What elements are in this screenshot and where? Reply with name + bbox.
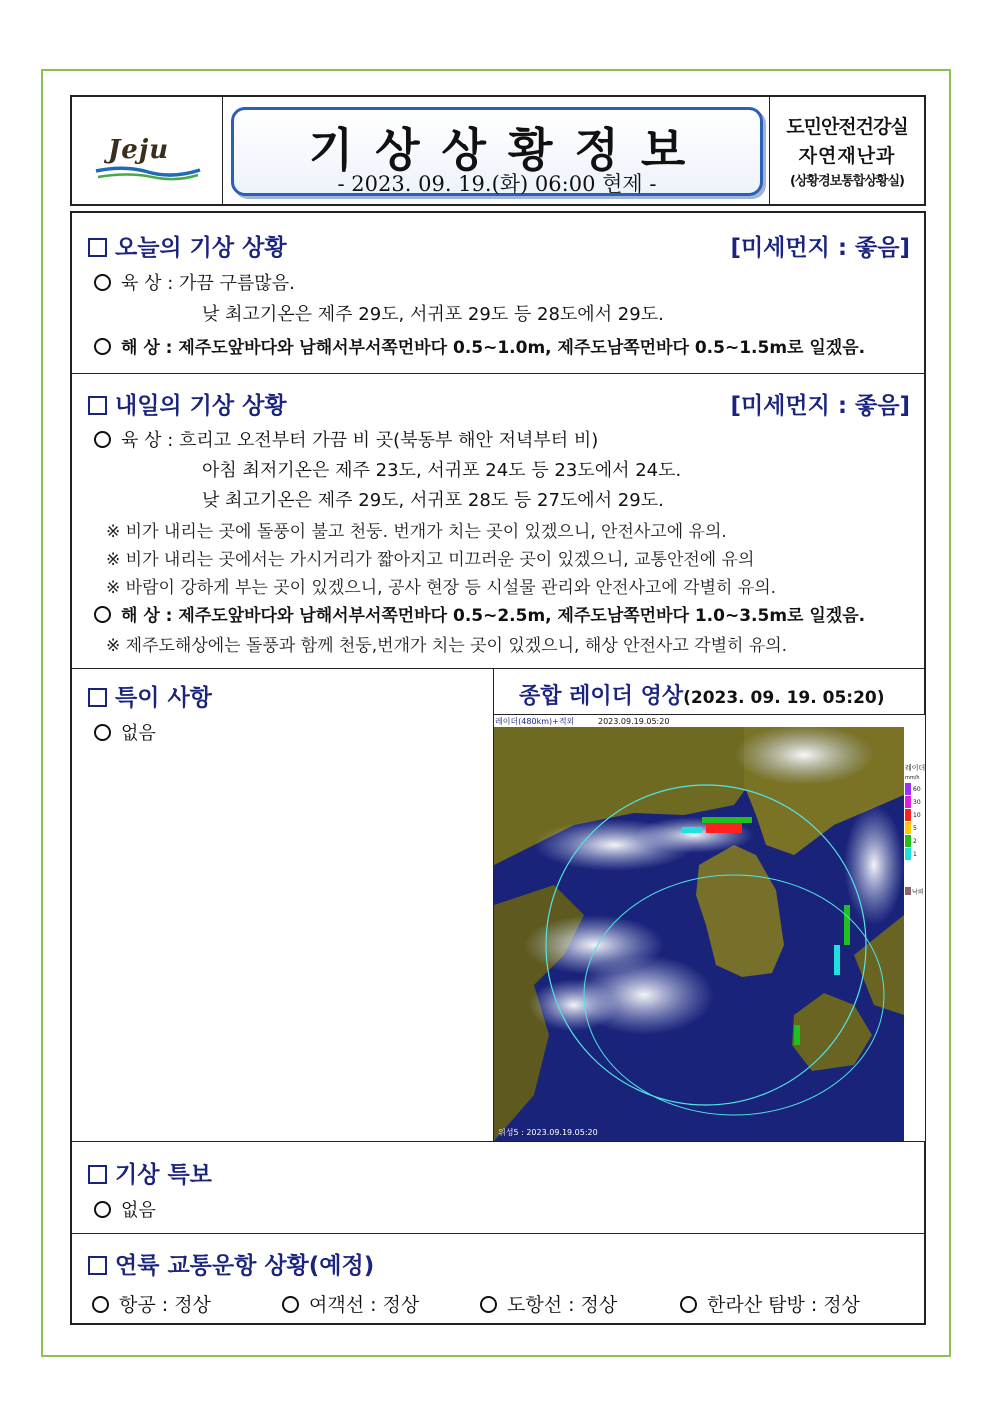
circle-bullet-icon: [94, 606, 111, 623]
legend-swatch: [905, 809, 911, 821]
logo-wave-icon: [94, 163, 202, 181]
section-transport: [72, 1234, 924, 1323]
land-min-temperature: 아침 최저기온은 제주 23도, 서귀포 24도 등 23도에서 24도.: [202, 460, 682, 481]
lightning-swatch: [905, 887, 911, 895]
land-forecast: 육 상 : 흐리고 오전부터 가끔 비 곳(북동부 해안 저녁부터 비): [94, 426, 598, 452]
title-cell: [223, 97, 770, 204]
checkbox-icon: [88, 238, 107, 257]
legend-swatch: [905, 796, 911, 808]
special-item: 없음: [94, 719, 156, 745]
dust-status: [미세먼지 : 좋음]: [730, 393, 910, 419]
circle-bullet-icon: [94, 724, 111, 741]
title-box: [231, 107, 763, 196]
lightning-label: 낙뢰: [912, 889, 924, 896]
legend-unit: mm/h: [905, 775, 920, 781]
legend-value: 1: [913, 851, 917, 858]
legend-value: 10: [913, 812, 921, 819]
sea-forecast: 해 상 : 제주도앞바다와 남해서부서쪽먼바다 0.5~2.5m, 제주도남쪽먼바다 1.0~3.5m로 일겠음.: [94, 601, 865, 626]
section-title: 내일의 기상 상황: [88, 387, 287, 420]
note-visibility: ※ 비가 내리는 곳에서는 가시거리가 짧아지고 미끄러운 곳이 있겠으니, 교통안전에 유의: [106, 550, 755, 570]
jeju-logo: [72, 97, 223, 204]
land-temperature: 낮 최고기온은 제주 29도, 서귀포 29도 등 28도에서 29도.: [202, 304, 664, 325]
radar-header: [493, 669, 924, 715]
section-title: 오늘의 기상 상황: [88, 229, 287, 262]
circle-bullet-icon: [480, 1296, 497, 1313]
section-special-radar: [72, 669, 924, 1142]
circle-bullet-icon: [680, 1296, 697, 1313]
logo-text: Jeju: [108, 135, 170, 165]
circle-bullet-icon: [94, 338, 111, 355]
section-title: 연륙 교통운항 상황(예정): [88, 1247, 374, 1280]
transport-ferry: 여객선 : 정상: [282, 1290, 480, 1317]
section-title: 특이 사항: [88, 679, 212, 712]
sea-forecast: 해 상 : 제주도앞바다와 남해서부서쪽먼바다 0.5~1.0m, 제주도남쪽먼바다 0.5~1.5m로 일겠음.: [94, 333, 865, 358]
legend-value: 5: [913, 825, 917, 832]
section-warning: [72, 1142, 924, 1234]
radar-title: 종합 레이더 영상(2023. 09. 19. 05:20): [519, 684, 885, 709]
transport-air: 항공 : 정상: [92, 1290, 282, 1317]
circle-bullet-icon: [94, 1201, 111, 1218]
legend-swatch: [905, 822, 911, 834]
section-title: 기상 특보: [88, 1156, 212, 1189]
checkbox-icon: [88, 1165, 107, 1184]
checkbox-icon: [88, 396, 107, 415]
radar-image-time: 2023.09.19.05:20: [598, 717, 670, 726]
radar-source-label: 레이더(480km)+적외: [495, 717, 575, 726]
dept-room: (상황경보통합상황실): [790, 174, 904, 189]
note-thunder: ※ 비가 내리는 곳에 돌풍이 불고 천둥. 번개가 치는 곳이 있겠으니, 안전사고에 유의.: [106, 522, 727, 542]
land-forecast: 육 상 : 가끔 구름많음.: [94, 269, 295, 295]
dept-office: 도민안전건강실: [786, 116, 908, 138]
dept-division: 자연재난과: [798, 145, 896, 167]
report-datetime: - 2023. 09. 19.(화) 06:00 현제 -: [337, 172, 657, 196]
transport-status-list: [92, 1290, 912, 1317]
section-today: [72, 213, 924, 374]
legend-value: 60: [913, 786, 921, 793]
land-max-temperature: 낮 최고기온은 제주 29도, 서귀포 28도 등 27도에서 29도.: [202, 490, 664, 511]
dust-status: [미세먼지 : 좋음]: [730, 235, 910, 261]
document-header: [70, 95, 926, 206]
legend-title: 레이더: [905, 764, 925, 772]
note-wind: ※ 바람이 강하게 부는 곳이 있겠으니, 공사 현장 등 시설물 관리와 안전사고에 각별히 유의.: [106, 578, 777, 598]
transport-island-boat: 도항선 : 정상: [480, 1290, 680, 1317]
legend-value: 30: [913, 799, 921, 806]
section-tomorrow: [72, 374, 924, 669]
page-title: 기상상황정보: [308, 123, 708, 177]
circle-bullet-icon: [282, 1296, 299, 1313]
department: [770, 97, 924, 204]
circle-bullet-icon: [92, 1296, 109, 1313]
circle-bullet-icon: [94, 274, 111, 291]
radar-satellite-map: [494, 715, 925, 1141]
checkbox-icon: [88, 1256, 107, 1275]
report-body: [70, 211, 926, 1325]
warning-item: 없음: [94, 1196, 156, 1222]
note-sea-safety: ※ 제주도해상에는 돌풍과 함께 천둥,번개가 치는 곳이 있겠으니, 해상 안전사고 각별히 유의.: [106, 636, 788, 656]
legend-swatch: [905, 835, 911, 847]
legend-value: 2: [913, 838, 917, 845]
satellite-time: 위성5 : 2023.09.19.05:20: [498, 1128, 598, 1137]
circle-bullet-icon: [94, 431, 111, 448]
legend-swatch: [905, 783, 911, 795]
legend-swatch: [905, 848, 911, 860]
transport-hallasan: 한라산 탐방 : 정상: [680, 1290, 860, 1317]
checkbox-icon: [88, 688, 107, 707]
radar-image: [493, 715, 924, 1141]
